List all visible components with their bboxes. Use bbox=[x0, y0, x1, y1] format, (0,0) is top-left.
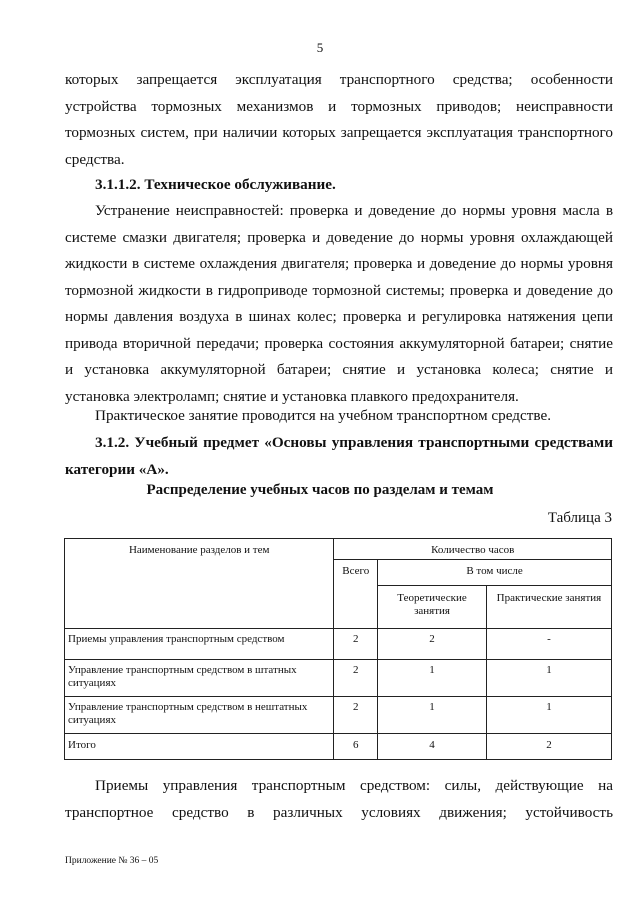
header-hours: Количество часов bbox=[334, 539, 612, 560]
heading-subject: 3.1.2. Учебный предмет «Основы управления транспортными средствами категории «А». bbox=[65, 434, 613, 478]
row-name: Управление транспортным средством в штатных ситуациях bbox=[65, 660, 334, 697]
table-label: Таблица 3 bbox=[547, 510, 612, 526]
row-practice: 1 bbox=[486, 697, 611, 734]
row-total: 2 bbox=[334, 660, 378, 697]
row-theory: 1 bbox=[378, 697, 487, 734]
total-theory: 4 bbox=[378, 734, 487, 760]
table-title: Распределение учебных часов по разделам и темам bbox=[146, 482, 494, 498]
table-total-row bbox=[65, 734, 612, 760]
table-row bbox=[65, 660, 612, 697]
header-name: Наименование разделов и тем bbox=[65, 539, 334, 629]
total-name: Итого bbox=[65, 734, 334, 760]
header-including: В том числе bbox=[378, 560, 612, 586]
header-practice: Практические занятия bbox=[486, 586, 611, 629]
paragraph-brakes: которых запрещается эксплуатация транспортного средства; особенности устройства тормозных механизмов и тормозных приводов; неисправности тормозных систем, при наличии которых запрещается эксплуатация транспортного средства. bbox=[65, 71, 613, 168]
paragraph-control-methods: Приемы управления транспортным средством: силы, действующие на транспортное средство в различных условиях движения; устойчивость bbox=[65, 777, 613, 821]
total-total: 6 bbox=[334, 734, 378, 760]
header-total: Всего bbox=[334, 560, 378, 629]
row-total: 2 bbox=[334, 629, 378, 660]
paragraph-practice: Практическое занятие проводится на учебном транспортном средстве. bbox=[95, 407, 551, 424]
hours-table bbox=[64, 538, 612, 760]
row-total: 2 bbox=[334, 697, 378, 734]
row-theory: 1 bbox=[378, 660, 487, 697]
header-theory: Теоретические занятия bbox=[378, 586, 487, 629]
row-theory: 2 bbox=[378, 629, 487, 660]
table-header-row bbox=[65, 539, 612, 560]
row-practice: - bbox=[486, 629, 611, 660]
paragraph-maintenance: Устранение неисправностей: проверка и доведение до нормы уровня масла в системе смазки двигателя; проверка и доведение до нормы уровня охлаждающей жидкости в системе охлаждения двигателя; проверка и доведение до нормы уровня тормозной жидкости в гидроприводе тормозной системы; проверка и доведение до нормы давления воздуха в шинах колес; проверка и регулировка натяжения цепи привода вторичной передачи; проверка состояния аккумуляторной батареи; снятие и установка аккумуляторной батареи; снятие и установка колеса; снятие и установка электроламп; снятие и установка плавкого предохранителя. bbox=[65, 202, 613, 405]
table-row bbox=[65, 629, 612, 660]
row-practice: 1 bbox=[486, 660, 611, 697]
total-practice: 2 bbox=[486, 734, 611, 760]
page-number: 5 bbox=[316, 40, 324, 55]
table-row bbox=[65, 697, 612, 734]
footer-appendix: Приложение № 36 – 05 bbox=[65, 856, 159, 866]
row-name: Управление транспортным средством в нештатных ситуациях bbox=[65, 697, 334, 734]
heading-maintenance: 3.1.1.2. Техническое обслуживание. bbox=[95, 176, 336, 193]
row-name: Приемы управления транспортным средством bbox=[65, 629, 334, 660]
